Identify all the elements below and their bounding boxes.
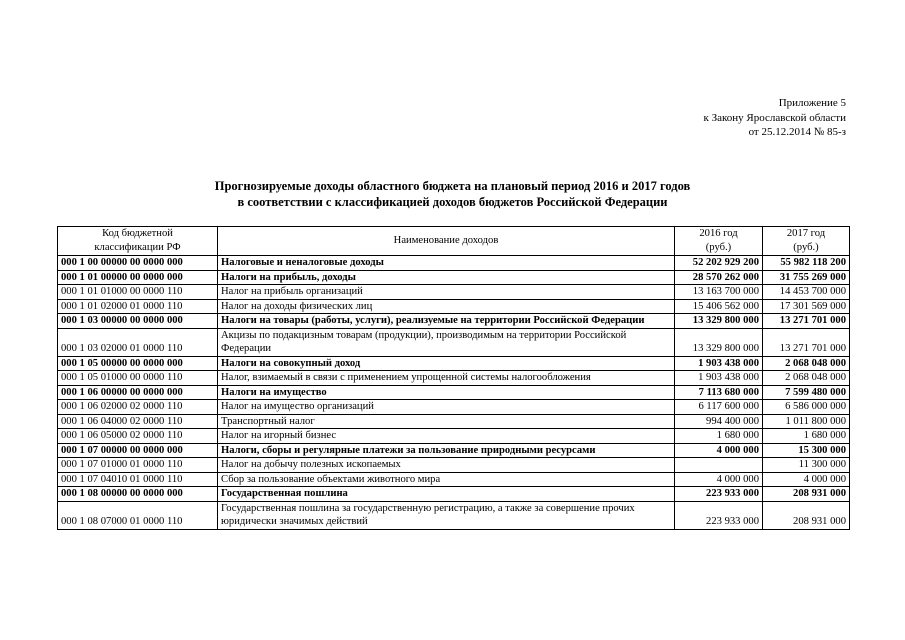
cell-name: Налоги на прибыль, доходы [218,270,675,285]
cell-name: Налоги на товары (работы, услуги), реализуемые на территории Российской Федерации [218,314,675,329]
appendix-line: к Закону Ярославской области [703,111,846,124]
revenue-table [57,226,850,530]
cell-2016: 1 680 000 [675,429,763,444]
cell-code: 000 1 06 05000 02 0000 110 [58,429,218,444]
cell-code: 000 1 00 00000 00 0000 000 [58,256,218,271]
cell-2017: 31 755 269 000 [763,270,850,285]
cell-code: 000 1 05 01000 00 0000 110 [58,371,218,386]
cell-2017: 6 586 000 000 [763,400,850,415]
cell-2017: 55 982 118 200 [763,256,850,271]
table-row [58,400,850,415]
cell-name: Налог на игорный бизнес [218,429,675,444]
cell-2017: 14 453 700 000 [763,285,850,300]
table-row [58,256,850,271]
cell-name: Налог на имущество организаций [218,400,675,415]
header-2017-line: 2017 год [786,228,826,239]
cell-2016: 1 903 438 000 [675,356,763,371]
cell-2017: 11 300 000 [763,458,850,473]
table-row [58,429,850,444]
cell-code: 000 1 06 02000 02 0000 110 [58,400,218,415]
cell-2017: 208 931 000 [763,501,850,529]
cell-name: Государственная пошлина [218,487,675,502]
cell-2016: 28 570 262 000 [675,270,763,285]
table-row [58,443,850,458]
cell-2016: 13 329 800 000 [675,328,763,356]
cell-2016: 6 117 600 000 [675,400,763,415]
table-row [58,314,850,329]
table-row [58,356,850,371]
cell-name: Налоговые и неналоговые доходы [218,256,675,271]
cell-2017: 1 011 800 000 [763,414,850,429]
header-code-line: Код бюджетной [102,228,173,239]
cell-code: 000 1 07 00000 00 0000 000 [58,443,218,458]
cell-name: Налоги, сборы и регулярные платежи за пользование природными ресурсами [218,443,675,458]
title-line: Прогнозируемые доходы областного бюджета на плановый период 2016 и 2017 годов [214,179,691,193]
cell-code: 000 1 05 00000 00 0000 000 [58,356,218,371]
cell-code: 000 1 01 01000 00 0000 110 [58,285,218,300]
table-row [58,385,850,400]
header-code [58,227,218,256]
cell-2017: 15 300 000 [763,443,850,458]
cell-name: Налог на доходы физических лиц [218,299,675,314]
appendix-note [704,96,846,140]
cell-2017: 208 931 000 [763,487,850,502]
cell-name: Сбор за пользование объектами животного мира [218,472,675,487]
document-title [0,178,905,210]
cell-2016: 7 113 680 000 [675,385,763,400]
cell-2016: 4 000 000 [675,443,763,458]
cell-name: Налог на прибыль организаций [218,285,675,300]
table-body [58,256,850,530]
cell-2016: 223 933 000 [675,487,763,502]
table-row [58,371,850,386]
cell-code: 000 1 01 02000 01 0000 110 [58,299,218,314]
title-line: в соответствии с классификацией доходов бюджетов Российской Федерации [237,195,668,209]
cell-2017: 2 068 048 000 [763,371,850,386]
cell-2017: 7 599 480 000 [763,385,850,400]
table-row [58,414,850,429]
table-row [58,501,850,529]
header-2016-line: 2016 год [699,228,738,239]
cell-name: Налог, взимаемый в связи с применением упрощенной системы налогообложения [218,371,675,386]
cell-code: 000 1 06 00000 00 0000 000 [58,385,218,400]
table-row [58,328,850,356]
cell-code: 000 1 07 04010 01 0000 110 [58,472,218,487]
table-header-row [58,227,850,256]
cell-2017: 13 271 701 000 [763,328,850,356]
cell-name: Налоги на совокупный доход [218,356,675,371]
table-row [58,270,850,285]
appendix-line: Приложение 5 [778,97,846,109]
cell-name: Налог на добычу полезных ископаемых [218,458,675,473]
header-name: Наименование доходов [218,227,675,256]
cell-2016: 994 400 000 [675,414,763,429]
cell-2016: 1 903 438 000 [675,371,763,386]
cell-name: Транспортный налог [218,414,675,429]
appendix-line: от 25.12.2014 № 85-з [748,126,846,138]
cell-2017: 4 000 000 [763,472,850,487]
cell-2016: 13 329 800 000 [675,314,763,329]
header-2016 [675,227,763,256]
cell-code: 000 1 03 00000 00 0000 000 [58,314,218,329]
cell-2016: 13 163 700 000 [675,285,763,300]
header-code-line: классификации РФ [94,242,181,253]
cell-2016: 15 406 562 000 [675,299,763,314]
cell-code: 000 1 07 01000 01 0000 110 [58,458,218,473]
cell-2017: 13 271 701 000 [763,314,850,329]
cell-name: Налоги на имущество [218,385,675,400]
cell-2016: 223 933 000 [675,501,763,529]
cell-2017: 1 680 000 [763,429,850,444]
table-row [58,285,850,300]
header-2016-line: (руб.) [705,242,732,253]
cell-2016: 4 000 000 [675,472,763,487]
header-2017-line: (руб.) [793,242,819,253]
table-row [58,487,850,502]
cell-code: 000 1 08 00000 00 0000 000 [58,487,218,502]
cell-code: 000 1 08 07000 01 0000 110 [58,501,218,529]
cell-2017: 2 068 048 000 [763,356,850,371]
cell-2016 [675,458,763,473]
cell-2017: 17 301 569 000 [763,299,850,314]
cell-name: Государственная пошлина за государственную регистрацию, а также за совершение прочих юридически значимых действий [218,501,675,529]
table-row [58,472,850,487]
cell-2016: 52 202 929 200 [675,256,763,271]
cell-code: 000 1 03 02000 01 0000 110 [58,328,218,356]
table-row [58,299,850,314]
cell-name: Акцизы по подакцизным товарам (продукции), производимым на территории Российской Федерации [218,328,675,356]
header-2017 [763,227,850,256]
cell-code: 000 1 01 00000 00 0000 000 [58,270,218,285]
cell-code: 000 1 06 04000 02 0000 110 [58,414,218,429]
table-row [58,458,850,473]
